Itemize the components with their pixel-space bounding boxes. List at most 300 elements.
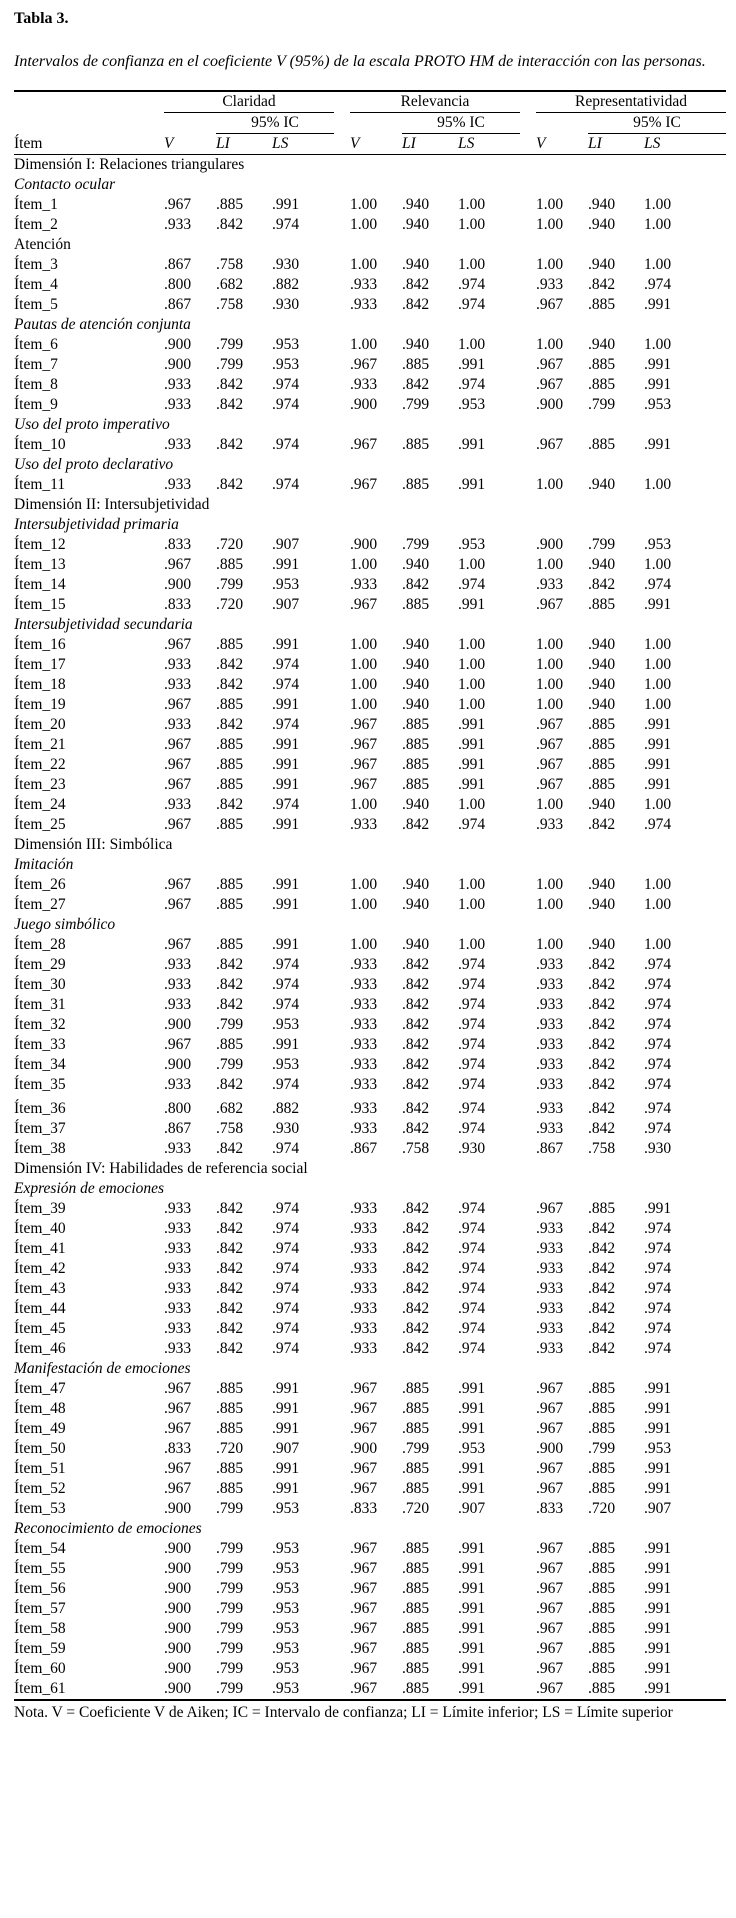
representatividad-li-cell: .799: [588, 1440, 616, 1457]
table-row: [14, 1499, 726, 1519]
representatividad-li-cell: .758: [588, 1140, 616, 1157]
relevancia-v-cell: .933: [350, 276, 378, 293]
claridad-li-cell: .885: [216, 1400, 244, 1417]
column-gap: [520, 195, 536, 215]
item-label: Ítem_9: [14, 396, 58, 413]
relevancia-li-cell: .758: [402, 1140, 430, 1157]
column-gap: [334, 655, 350, 675]
item-label: Ítem_13: [14, 556, 66, 573]
table-row: [14, 1479, 726, 1499]
column-gap: [520, 1015, 536, 1035]
representatividad-li-cell: .885: [588, 1620, 616, 1637]
representatividad-ls-cell: .974: [644, 996, 672, 1013]
claridad-ls-cell: .991: [272, 776, 300, 793]
subdimension-label: Uso del proto declarativo: [14, 456, 174, 473]
column-gap: [520, 255, 536, 275]
claridad-v-cell: .800: [164, 276, 192, 293]
claridad-li-cell: .842: [216, 396, 244, 413]
claridad-li-cell: .842: [216, 1200, 244, 1217]
table-row: [14, 1299, 726, 1319]
representatividad-li-cell: .885: [588, 1380, 616, 1397]
claridad-ls-cell: .991: [272, 736, 300, 753]
claridad-li-cell: .885: [216, 756, 244, 773]
claridad-ls-cell: .953: [272, 1600, 300, 1617]
relevancia-li-cell: .885: [402, 436, 430, 453]
relevancia-li-cell: .842: [402, 1100, 430, 1117]
column-gap: [334, 335, 350, 355]
column-gap: [520, 1439, 536, 1459]
representatividad-li-cell: .940: [588, 676, 616, 693]
representatividad-v-cell: .833: [536, 1500, 564, 1517]
subsection-row: [14, 915, 726, 935]
representatividad-li-cell: .885: [588, 756, 616, 773]
representatividad-ls-cell: 1.00: [644, 336, 672, 353]
table-row: [14, 475, 726, 495]
claridad-ls-cell: .991: [272, 1380, 300, 1397]
claridad-li-cell: .885: [216, 1420, 244, 1437]
claridad-ls-cell: .974: [272, 656, 300, 673]
table-row: [14, 1279, 726, 1299]
table-row: [14, 215, 726, 235]
representatividad-ls-cell: .991: [644, 376, 672, 393]
claridad-v-cell: .967: [164, 776, 192, 793]
item-label: Ítem_31: [14, 996, 66, 1013]
item-label: Ítem_50: [14, 1440, 66, 1457]
claridad-li-cell: .842: [216, 436, 244, 453]
item-label: Ítem_37: [14, 1120, 66, 1137]
relevancia-v-cell: .967: [350, 1660, 378, 1677]
representatividad-v-cell: .967: [536, 376, 564, 393]
claridad-ls-cell: .953: [272, 1640, 300, 1657]
representatividad-ls-cell: 1.00: [644, 896, 672, 913]
item-label: Ítem_59: [14, 1640, 66, 1657]
claridad-ls-cell: .974: [272, 216, 300, 233]
representatividad-v-cell: .967: [536, 756, 564, 773]
column-gap: [520, 695, 536, 715]
relevancia-v-cell: .933: [350, 1240, 378, 1257]
table-row: [14, 1339, 726, 1359]
claridad-v-cell: .833: [164, 1440, 192, 1457]
relevancia-v-cell: 1.00: [350, 796, 378, 813]
claridad-v-cell: .900: [164, 1056, 192, 1073]
column-gap: [520, 1559, 536, 1579]
representatividad-li-cell: .885: [588, 1680, 616, 1697]
header-ls: LS: [644, 135, 661, 152]
representatividad-li-cell: .885: [588, 716, 616, 733]
relevancia-li-cell: .842: [402, 376, 430, 393]
relevancia-ls-cell: .991: [458, 1620, 486, 1637]
relevancia-ls-cell: .974: [458, 1120, 486, 1137]
claridad-v-cell: .967: [164, 816, 192, 833]
column-gap: [520, 955, 536, 975]
header-representatividad: Representatividad: [536, 91, 726, 113]
item-label: Ítem_55: [14, 1560, 66, 1577]
claridad-v-cell: .933: [164, 476, 192, 493]
claridad-ls-cell: .974: [272, 716, 300, 733]
relevancia-v-cell: .933: [350, 1056, 378, 1073]
relevancia-ls-cell: 1.00: [458, 656, 486, 673]
representatividad-v-cell: .967: [536, 356, 564, 373]
representatividad-li-cell: .842: [588, 1100, 616, 1117]
relevancia-li-cell: .885: [402, 1480, 430, 1497]
item-label: Ítem_1: [14, 196, 58, 213]
section-row: [14, 835, 726, 855]
claridad-li-cell: .842: [216, 1280, 244, 1297]
relevancia-ls-cell: .974: [458, 1220, 486, 1237]
claridad-v-cell: .933: [164, 956, 192, 973]
representatividad-v-cell: 1.00: [536, 636, 564, 653]
relevancia-v-cell: 1.00: [350, 896, 378, 913]
item-label: Ítem_21: [14, 736, 66, 753]
section-row: [14, 155, 726, 176]
claridad-ls-cell: .991: [272, 636, 300, 653]
relevancia-li-cell: .842: [402, 1056, 430, 1073]
representatividad-v-cell: .933: [536, 996, 564, 1013]
item-label: Ítem_35: [14, 1076, 66, 1093]
representatividad-v-cell: .967: [536, 1560, 564, 1577]
table-row: [14, 1639, 726, 1659]
claridad-v-cell: .933: [164, 1076, 192, 1093]
table-row: [14, 1199, 726, 1219]
representatividad-ls-cell: .953: [644, 1440, 672, 1457]
relevancia-v-cell: .833: [350, 1500, 378, 1517]
claridad-ls-cell: .991: [272, 196, 300, 213]
relevancia-li-cell: .885: [402, 596, 430, 613]
claridad-li-cell: .799: [216, 1560, 244, 1577]
representatividad-ls-cell: .974: [644, 1056, 672, 1073]
column-gap: [334, 1075, 350, 1095]
representatividad-ls-cell: .991: [644, 356, 672, 373]
item-label: Ítem_44: [14, 1300, 66, 1317]
claridad-ls-cell: .991: [272, 1400, 300, 1417]
relevancia-v-cell: .933: [350, 296, 378, 313]
column-gap: [334, 215, 350, 235]
claridad-ls-cell: .991: [272, 556, 300, 573]
representatividad-v-cell: .933: [536, 1100, 564, 1117]
claridad-li-cell: .885: [216, 816, 244, 833]
representatividad-v-cell: 1.00: [536, 336, 564, 353]
representatividad-ls-cell: .991: [644, 1620, 672, 1637]
relevancia-li-cell: .940: [402, 336, 430, 353]
representatividad-li-cell: .842: [588, 956, 616, 973]
relevancia-ls-cell: .974: [458, 1016, 486, 1033]
relevancia-ls-cell: .974: [458, 996, 486, 1013]
relevancia-v-cell: 1.00: [350, 196, 378, 213]
confidence-interval-table: [14, 90, 726, 1699]
column-gap: [334, 595, 350, 615]
claridad-ls-cell: .882: [272, 276, 300, 293]
column-gap: [520, 1119, 536, 1139]
table-row: [14, 375, 726, 395]
claridad-li-cell: .885: [216, 736, 244, 753]
item-label: Ítem_45: [14, 1320, 66, 1337]
relevancia-v-cell: .967: [350, 596, 378, 613]
relevancia-v-cell: .967: [350, 1380, 378, 1397]
relevancia-v-cell: .967: [350, 1620, 378, 1637]
column-gap: [334, 1219, 350, 1239]
representatividad-ls-cell: .991: [644, 1420, 672, 1437]
item-label: Ítem_26: [14, 876, 66, 893]
column-gap: [520, 995, 536, 1015]
representatividad-v-cell: .867: [536, 1140, 564, 1157]
representatividad-li-cell: .842: [588, 816, 616, 833]
item-label: Ítem_41: [14, 1240, 66, 1257]
claridad-ls-cell: .974: [272, 1200, 300, 1217]
representatividad-li-cell: .885: [588, 1580, 616, 1597]
column-gap: [520, 1399, 536, 1419]
claridad-v-cell: .967: [164, 1380, 192, 1397]
relevancia-li-cell: .842: [402, 1340, 430, 1357]
item-label: Ítem_10: [14, 436, 66, 453]
relevancia-li-cell: .885: [402, 476, 430, 493]
claridad-ls-cell: .907: [272, 1440, 300, 1457]
claridad-v-cell: .967: [164, 636, 192, 653]
claridad-v-cell: .967: [164, 1036, 192, 1053]
claridad-li-cell: .842: [216, 1320, 244, 1337]
relevancia-li-cell: .799: [402, 536, 430, 553]
relevancia-v-cell: .933: [350, 1100, 378, 1117]
item-label: Ítem_15: [14, 596, 66, 613]
claridad-ls-cell: .974: [272, 1300, 300, 1317]
section-row: [14, 1159, 726, 1179]
column-gap: [520, 875, 536, 895]
representatividad-li-cell: .885: [588, 436, 616, 453]
claridad-li-cell: .720: [216, 536, 244, 553]
relevancia-v-cell: .933: [350, 1280, 378, 1297]
relevancia-li-cell: .940: [402, 216, 430, 233]
claridad-v-cell: .933: [164, 216, 192, 233]
item-label: Ítem_33: [14, 1036, 66, 1053]
column-gap: [520, 815, 536, 835]
representatividad-li-cell: .842: [588, 1320, 616, 1337]
claridad-li-cell: .799: [216, 1680, 244, 1697]
representatividad-li-cell: .885: [588, 596, 616, 613]
claridad-v-cell: .933: [164, 1260, 192, 1277]
claridad-li-cell: .885: [216, 1480, 244, 1497]
representatividad-li-cell: .885: [588, 736, 616, 753]
claridad-li-cell: .842: [216, 1340, 244, 1357]
claridad-ls-cell: .953: [272, 1660, 300, 1677]
header-ls: LS: [458, 135, 475, 152]
claridad-li-cell: .842: [216, 1076, 244, 1093]
representatividad-li-cell: .940: [588, 896, 616, 913]
claridad-li-cell: .842: [216, 796, 244, 813]
table-row: [14, 255, 726, 275]
column-gap: [334, 1095, 350, 1119]
relevancia-li-cell: .885: [402, 716, 430, 733]
representatividad-v-cell: .967: [536, 1420, 564, 1437]
representatividad-v-cell: .933: [536, 276, 564, 293]
claridad-li-cell: .842: [216, 216, 244, 233]
representatividad-li-cell: .885: [588, 1540, 616, 1557]
item-label: Ítem_11: [14, 476, 66, 493]
claridad-li-cell: .842: [216, 1220, 244, 1237]
representatividad-li-cell: .885: [588, 1460, 616, 1477]
item-label: Ítem_36: [14, 1100, 66, 1117]
column-gap: [334, 1399, 350, 1419]
column-gap: [520, 595, 536, 615]
relevancia-v-cell: .967: [350, 436, 378, 453]
representatividad-v-cell: .933: [536, 1056, 564, 1073]
representatividad-ls-cell: 1.00: [644, 936, 672, 953]
column-gap: [520, 1239, 536, 1259]
claridad-li-cell: .885: [216, 1036, 244, 1053]
representatividad-ls-cell: 1.00: [644, 876, 672, 893]
relevancia-v-cell: .933: [350, 1220, 378, 1237]
representatividad-v-cell: .967: [536, 1600, 564, 1617]
claridad-v-cell: .933: [164, 1340, 192, 1357]
representatividad-li-cell: .885: [588, 356, 616, 373]
representatividad-li-cell: .940: [588, 876, 616, 893]
item-label: Ítem_40: [14, 1220, 66, 1237]
relevancia-ls-cell: .907: [458, 1500, 486, 1517]
item-label: Ítem_53: [14, 1500, 66, 1517]
claridad-li-cell: .799: [216, 1016, 244, 1033]
claridad-ls-cell: .974: [272, 956, 300, 973]
table-body: [14, 155, 726, 1700]
representatividad-v-cell: .900: [536, 396, 564, 413]
item-label: Ítem_3: [14, 256, 58, 273]
representatividad-v-cell: .967: [536, 436, 564, 453]
column-gap: [520, 1139, 536, 1159]
representatividad-v-cell: 1.00: [536, 216, 564, 233]
table-row: [14, 1539, 726, 1559]
item-label: Ítem_7: [14, 356, 58, 373]
representatividad-v-cell: .933: [536, 1340, 564, 1357]
table-row: [14, 1239, 726, 1259]
representatividad-v-cell: 1.00: [536, 196, 564, 213]
relevancia-v-cell: .933: [350, 1036, 378, 1053]
header-ic-representatividad: 95% IC: [588, 113, 726, 134]
relevancia-v-cell: .933: [350, 996, 378, 1013]
subsection-row: [14, 1519, 726, 1539]
item-label: Ítem_8: [14, 376, 58, 393]
representatividad-ls-cell: .974: [644, 976, 672, 993]
column-gap: [334, 1619, 350, 1639]
claridad-v-cell: .967: [164, 696, 192, 713]
relevancia-li-cell: .842: [402, 976, 430, 993]
column-gap: [520, 1419, 536, 1439]
representatividad-v-cell: .967: [536, 1540, 564, 1557]
claridad-ls-cell: .974: [272, 396, 300, 413]
table-row: [14, 1055, 726, 1075]
relevancia-li-cell: .842: [402, 1240, 430, 1257]
table-row: [14, 395, 726, 415]
claridad-v-cell: .933: [164, 436, 192, 453]
column-gap: [520, 1219, 536, 1239]
column-gap: [520, 1539, 536, 1559]
relevancia-li-cell: .940: [402, 876, 430, 893]
representatividad-v-cell: 1.00: [536, 896, 564, 913]
claridad-ls-cell: .882: [272, 1100, 300, 1117]
dimension-label: Dimensión III: Simbólica: [14, 836, 173, 853]
relevancia-li-cell: .885: [402, 1380, 430, 1397]
relevancia-v-cell: .967: [350, 1460, 378, 1477]
relevancia-ls-cell: .974: [458, 1240, 486, 1257]
relevancia-ls-cell: 1.00: [458, 256, 486, 273]
claridad-ls-cell: .991: [272, 1420, 300, 1437]
claridad-li-cell: .842: [216, 1140, 244, 1157]
representatividad-ls-cell: .991: [644, 1680, 672, 1697]
column-gap: [334, 995, 350, 1015]
item-label: Ítem_18: [14, 676, 66, 693]
column-gap: [334, 475, 350, 495]
dimension-label: Dimensión I: Relaciones triangulares: [14, 156, 245, 173]
column-gap: [520, 1319, 536, 1339]
subdimension-label: Expresión de emociones: [14, 1180, 165, 1197]
representatividad-v-cell: .967: [536, 1620, 564, 1637]
representatividad-v-cell: 1.00: [536, 656, 564, 673]
item-label: Ítem_56: [14, 1580, 66, 1597]
claridad-li-cell: .842: [216, 376, 244, 393]
subdimension-label: Intersubjetividad primaria: [14, 516, 179, 533]
representatividad-li-cell: .842: [588, 1280, 616, 1297]
representatividad-li-cell: .842: [588, 1016, 616, 1033]
column-gap: [334, 1659, 350, 1679]
relevancia-ls-cell: .991: [458, 1540, 486, 1557]
table-row: [14, 1015, 726, 1035]
column-gap: [334, 1379, 350, 1399]
column-gap: [334, 1439, 350, 1459]
claridad-v-cell: .900: [164, 1660, 192, 1677]
representatividad-v-cell: .933: [536, 576, 564, 593]
relevancia-ls-cell: 1.00: [458, 936, 486, 953]
header-v: V: [350, 134, 360, 152]
relevancia-li-cell: .885: [402, 1680, 430, 1697]
representatividad-v-cell: 1.00: [536, 936, 564, 953]
column-gap: [520, 1095, 536, 1119]
item-label: Ítem_27: [14, 896, 66, 913]
column-gap: [334, 1319, 350, 1339]
header-li: LI: [588, 135, 602, 152]
representatividad-ls-cell: .974: [644, 1260, 672, 1277]
representatividad-li-cell: .940: [588, 656, 616, 673]
claridad-ls-cell: .991: [272, 936, 300, 953]
relevancia-li-cell: .842: [402, 1300, 430, 1317]
representatividad-ls-cell: .953: [644, 396, 672, 413]
relevancia-li-cell: .885: [402, 1620, 430, 1637]
claridad-ls-cell: .991: [272, 1036, 300, 1053]
claridad-li-cell: .842: [216, 976, 244, 993]
claridad-v-cell: .967: [164, 1400, 192, 1417]
representatividad-li-cell: .842: [588, 996, 616, 1013]
column-gap: [334, 815, 350, 835]
relevancia-v-cell: 1.00: [350, 636, 378, 653]
representatividad-ls-cell: .991: [644, 1480, 672, 1497]
representatividad-v-cell: .933: [536, 1300, 564, 1317]
table-row: [14, 775, 726, 795]
column-gap: [334, 755, 350, 775]
subdimension-label: Contacto ocular: [14, 176, 116, 193]
relevancia-v-cell: .933: [350, 1260, 378, 1277]
claridad-ls-cell: .991: [272, 816, 300, 833]
claridad-v-cell: .900: [164, 1600, 192, 1617]
column-gap: [520, 935, 536, 955]
column-gap: [520, 1619, 536, 1639]
column-gap: [334, 1499, 350, 1519]
table-row: [14, 655, 726, 675]
relevancia-li-cell: .940: [402, 696, 430, 713]
subsection-row: [14, 1179, 726, 1199]
representatividad-li-cell: .940: [588, 216, 616, 233]
column-gap: [334, 715, 350, 735]
relevancia-v-cell: .867: [350, 1140, 378, 1157]
claridad-ls-cell: .953: [272, 336, 300, 353]
column-gap: [520, 1199, 536, 1219]
claridad-li-cell: .720: [216, 596, 244, 613]
representatividad-ls-cell: .907: [644, 1500, 672, 1517]
item-label: Ítem_4: [14, 276, 58, 293]
